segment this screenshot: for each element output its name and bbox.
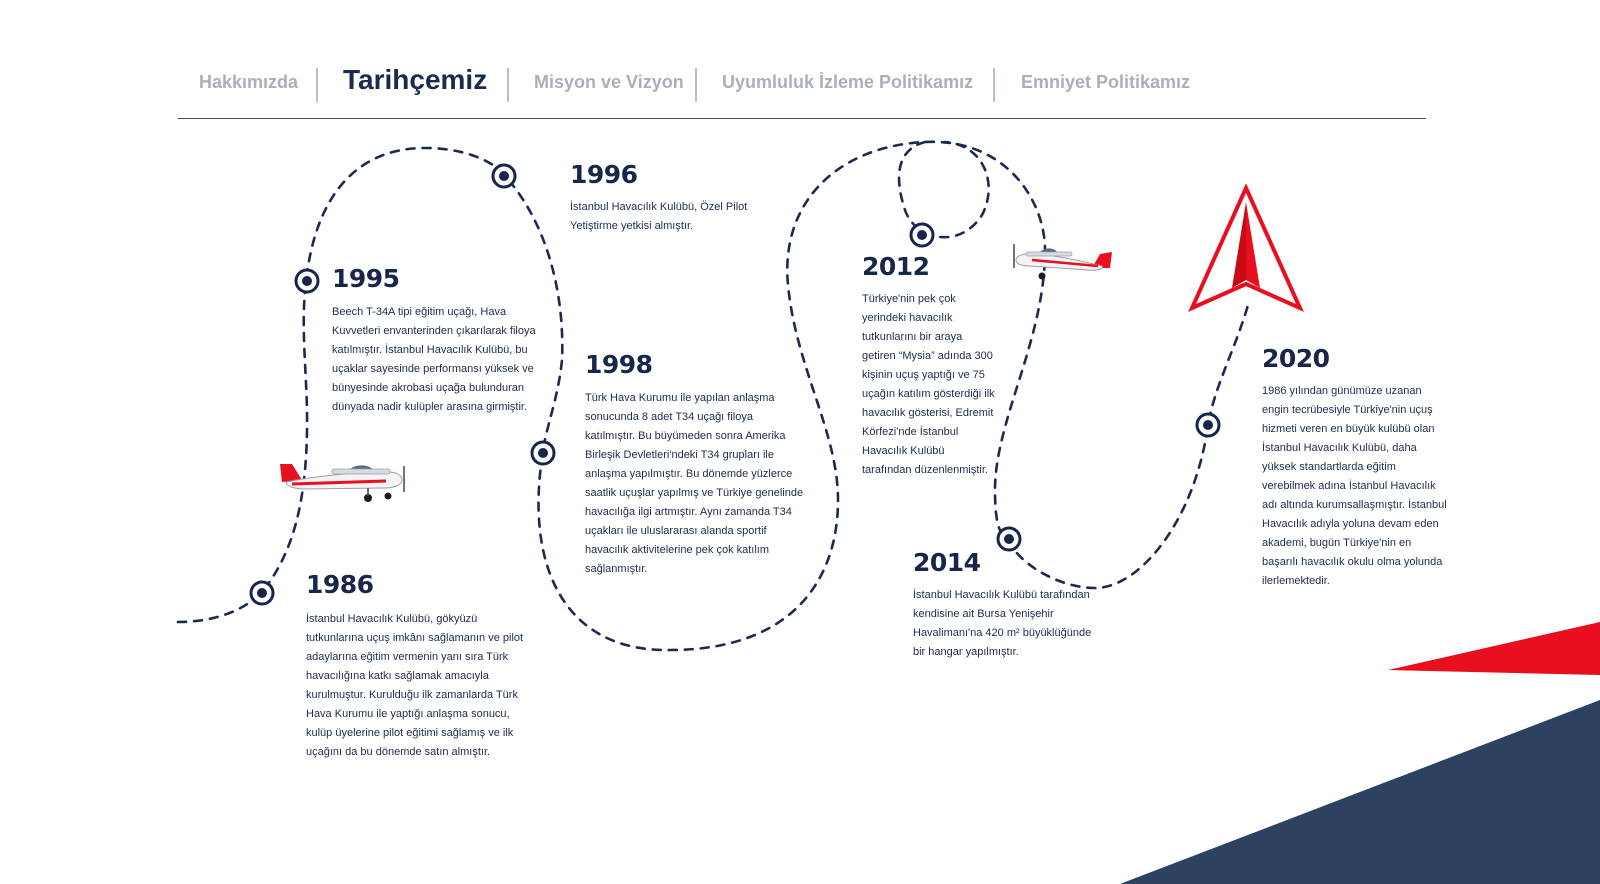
corner-navy-shape [1120,700,1600,884]
timeline-marker-icon [907,220,937,250]
year-1996: 1996 [570,160,638,189]
year-1995: 1995 [332,264,400,293]
timeline-marker-icon [528,438,558,468]
tab-uyumluluk[interactable]: Uyumluluk İzleme Politikamız [722,71,974,92]
timeline-marker-icon [1193,410,1223,440]
timeline-text-1986: İstanbul Havacılık Kulübü, gökyüzü tutkunlarına uçuş imkânı sağlamanın ve pilot adaylarına eğitim vermenin yanı sıra Türk havacılığına katkı sağlamak amacıyla kurulmuştur. Kurulduğu ilk zamanlarda Türk Hava Kurumu ile yaptığı anlaşma sonucu, kulüp üyelerine pilot eğitimi sağlamış ve ilk uçağını da bu dönemde satın almıştır. [306,613,524,758]
year-2014: 2014 [913,548,981,577]
timeline-text-2012: Türkiye'nin pek çok yerindeki havacılık tutkunlarını bir araya getiren “Mysia” adında 300 kişinin uçuş yaptığı ve 75 uçağın katılım gösterdiği ilk havacılık gösterisi, Edremit Körfezi'nde İstanbul Havacılık Kulübü tarafından düzenlenmiştir. [862,293,995,476]
year-1986: 1986 [306,570,374,599]
tab-emniyet[interactable]: Emniyet Politikamız [1021,71,1191,92]
timeline-text-1998: Türk Hava Kurumu ile yapılan anlaşma sonucunda 8 adet T34 uçağı filoya katılmıştır. Bu büyümeden sonra Amerika Birleşik Devletleri'ndeki T34 grupları ile anlaşma yapılmıştır. Bu dönemde yüzlerce saatlik uçuşlar yapılmış ve Türkiye genelinde havacılığa ilgi artmıştır. Aynı zamanda T34 uçakları ile uluslararası alanda sportif havacılık aktivitelerine pek çok katılım sağlanmıştır. [585,392,804,575]
timeline-text-2014: İstanbul Havacılık Kulübü tarafından kendisine ait Bursa Yenişehir Havalimanı'na 420 m² büyüklüğünde bir hangar yapılmıştır. [913,589,1092,658]
tab-hakkimizda[interactable]: Hakkımızda [199,71,299,92]
timeline-marker-icon [247,578,277,608]
year-1998: 1998 [585,350,653,379]
timeline-text-1996: İstanbul Havacılık Kulübü, Özel Pilot Yetiştirme yetkisi almıştır. [570,201,748,232]
timeline-text-2020: 1986 yılından günümüze uzanan engin tecrübesiyle Türkiye'nin uçuş hizmeti veren en büyük kulübü olan İstanbul Havacılık Kulübü, daha yüksek standartlarda eğitim verebilmek adına İstanbul Havacılık adı altında kurumsallaşmıştır. İstanbul Havacılık adıyla yoluna devam eden akademi, bugün Türkiye'nin en başarılı havacılık okulu olma yolunda ilerlemektedir. [1262,385,1447,587]
timeline-marker-icon [489,161,519,191]
timeline-marker-icon [292,266,322,296]
airplane-icon [276,452,410,504]
tab-misyon-vizyon[interactable]: Misyon ve Vizyon [534,71,684,92]
year-2012: 2012 [862,252,930,281]
year-2020: 2020 [1262,344,1330,373]
paper-plane-icon [1188,184,1304,312]
timeline-marker-icon [994,524,1024,554]
corner-red-shape [1388,622,1600,675]
airplane-icon [1012,238,1114,282]
tab-tarihcemiz[interactable]: Tarihçemiz [343,64,488,95]
timeline-text-1995: Beech T-34A tipi eğitim uçağı, Hava Kuvvetleri envanterinden çıkarılarak filoya katılmıştır. İstanbul Havacılık Kulübü, bu uçaklar sayesinde performansı yüksek ve bünyesinde akrobasi uçağa bulunduran dünyada nadir kulüpler arasına girmiştir. [332,306,536,413]
